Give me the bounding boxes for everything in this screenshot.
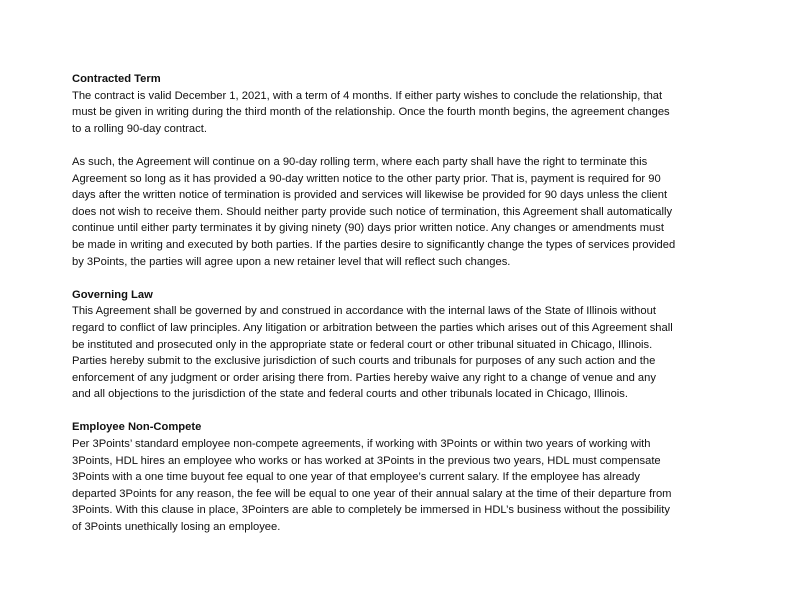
text-line: by 3Points, the parties will agree upon a new retainer level that will reflect such changes. [72, 255, 511, 268]
text-line: regard to conflict of law principles. Any litigation or arbitration between the parties which arises out of this Agreement shall [72, 321, 673, 334]
text-line: enforcement of any judgment or order arising there from. Parties hereby waive any right to a change of venue and any [72, 371, 656, 384]
section-heading: Governing Law [72, 288, 153, 301]
text-line: Per 3Points’ standard employee non-compete agreements, if working with 3Points or within two years of working with [72, 438, 651, 451]
text-line: continue until either party terminates it by giving ninety (90) days prior written notice. Any changes or amendments must [72, 222, 664, 235]
text-line: be made in writing and executed by both parties. If the parties desire to significantly change the types of services provided [72, 238, 676, 251]
paragraph [72, 303, 722, 403]
text-line: The contract is valid December 1, 2021, with a term of 4 months. If either party wishes to conclude the relationship, that [72, 89, 663, 102]
document-page [72, 71, 722, 552]
section-governing-law [72, 287, 722, 403]
paragraph [72, 88, 722, 138]
section-heading: Employee Non-Compete [72, 421, 202, 434]
text-line: 3Points. With this clause in place, 3Pointers are able to completely be immersed in HDL’s business without the possibility [72, 504, 670, 517]
text-line: of 3Points unethically losing an employee. [72, 521, 281, 534]
text-line: be instituted and prosecuted only in the appropriate state or federal court or other tribunal situated in Chicago, Illinois. [72, 338, 653, 351]
text-line: Agreement so long as it has provided a 90-day written notice to the other party prior. That is, payment is required for 90 [72, 172, 661, 185]
text-line: As such, the Agreement will continue on a 90-day rolling term, where each party shall have the right to terminate this [72, 155, 648, 168]
text-line: 3Points with a one time buyout fee equal to one year of that employee’s current salary. If the employee has already [72, 471, 640, 484]
section-employee-non-compete [72, 419, 722, 535]
text-line: and all objections to the jurisdiction of the state and federal courts and other tribunals located in Chicago, Illinois. [72, 388, 628, 401]
paragraph [72, 154, 722, 270]
text-line: days after the written notice of termination is provided and services will likewise be provided for 90 days unless the client [72, 189, 668, 202]
text-line: to a rolling 90-day contract. [72, 122, 207, 135]
section-heading: Contracted Term [72, 73, 161, 85]
text-line: Parties hereby submit to the exclusive jurisdiction of such courts and tribunals for purposes of any such action and the [72, 355, 656, 368]
text-line: departed 3Points for any reason, the fee will be equal to one year of their annual salary at the time of their departure from [72, 487, 672, 500]
text-line: must be given in writing during the third month of the relationship. Once the fourth month begins, the agreement changes [72, 106, 670, 119]
text-line: 3Points, HDL hires an employee who works or has worked at 3Points in the previous two years, HDL must compensate [72, 454, 661, 467]
text-line: does not wish to receive them. Should neither party provide such notice of termination, this Agreement shall automatically [72, 205, 673, 218]
section-contracted-term [72, 71, 722, 270]
paragraph [72, 436, 722, 536]
text-line: This Agreement shall be governed by and construed in accordance with the internal laws of the State of Illinois without [72, 305, 656, 318]
